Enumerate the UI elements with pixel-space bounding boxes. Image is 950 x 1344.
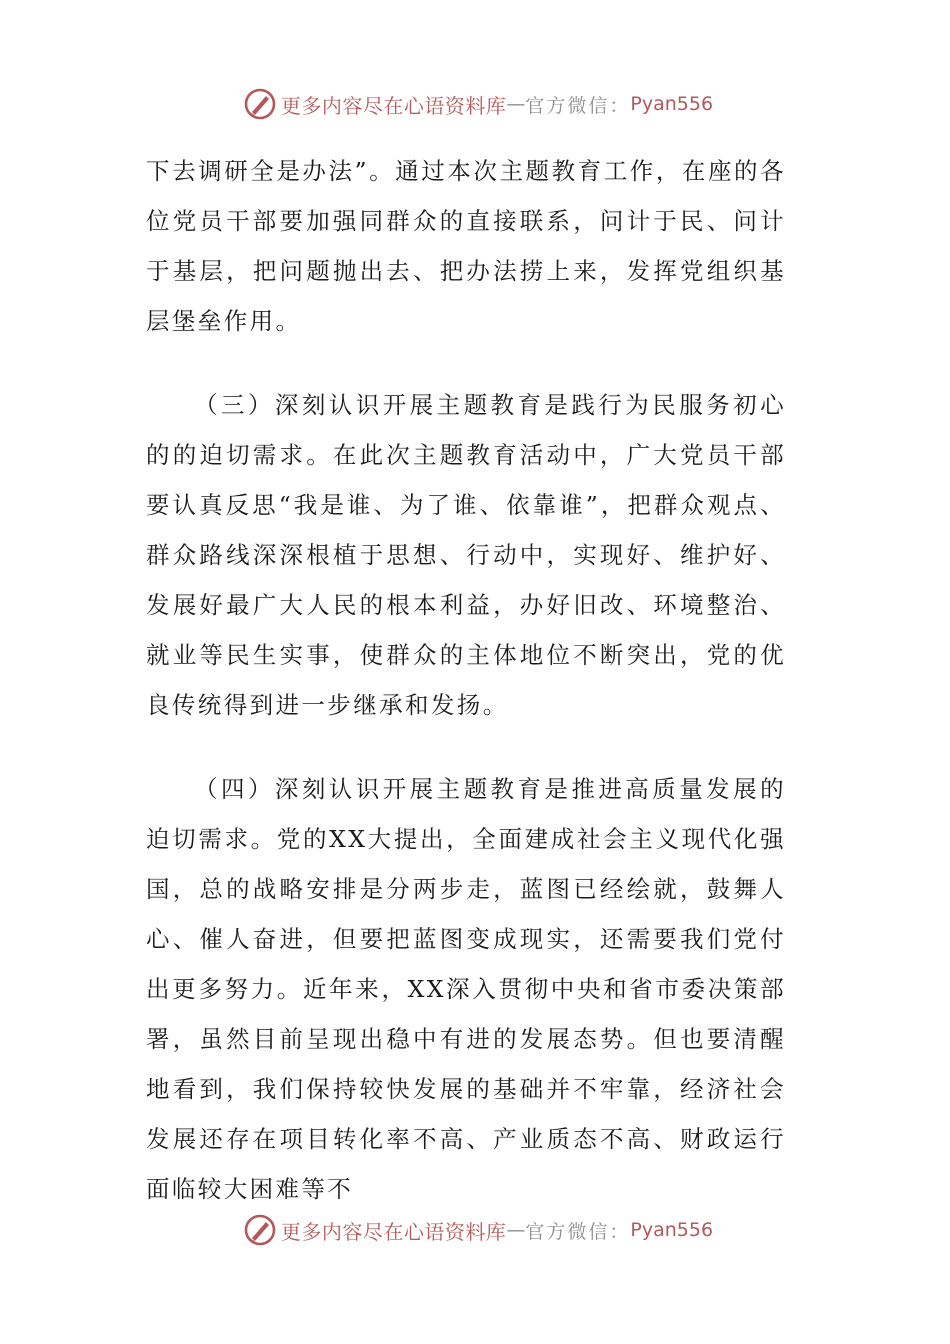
header-banner — [0, 82, 950, 126]
footer-wechat-handle: Pyan556 — [630, 1219, 714, 1241]
pen-logo-icon — [243, 1213, 277, 1247]
footer-site-name: 更多内容尽在心语资料库 — [280, 1219, 507, 1244]
pen-logo-icon — [243, 87, 277, 121]
paragraph-gap — [146, 346, 786, 380]
footer-dash: — — [506, 1219, 526, 1241]
paragraph-1: 下去调研全是办法”。通过本次主题教育工作，在座的各位党员干部要加强同群众的直接联系，问计于民、问计于基层，把问题抛出去、把办法捞上来，发挥党组织基层堡垒作用。 — [146, 157, 786, 335]
footer-wechat-label: 官方微信： — [525, 1220, 631, 1243]
document-body — [146, 146, 786, 1214]
paragraph-3: （四）深刻认识开展主题教育是推进高质量发展的迫切需求。党的XX大提出，全面建成社会主义现代化强国，总的战略安排是分两步走，蓝图已经绘就，鼓舞人心、催人奋进，但要把蓝图变成现实，还需要我们党付出更多努力。近年来，XX深入贯彻中央和省市委决策部署，虽然目前呈现出稳中有进的发展态势。但也要清醒地看到，我们保持较快发展的基础并不牢靠，经济社会发展还存在项目转化率不高、产业质态不高、财政运行面临较大困难等不 — [146, 775, 786, 1203]
header-wechat-handle: Pyan556 — [630, 93, 714, 115]
paragraph-2: （三）深刻认识开展主题教育是践行为民服务初心的的迫切需求。在此次主题教育活动中，广大党员干部要认真反思“我是谁、为了谁、依靠谁”，把群众观点、群众路线深深根植于思想、行动中，实现好、维护好、发展好最广大人民的根本利益，办好旧改、环境整治、就业等民生实事，使群众的主体地位不断突出，党的优良传统得到进一步继承和发扬。 — [146, 391, 786, 719]
header-dash: — — [506, 93, 526, 115]
header-site-name: 更多内容尽在心语资料库 — [280, 93, 507, 118]
header-wechat-label: 官方微信： — [525, 94, 631, 117]
footer-banner — [0, 1208, 950, 1252]
paragraph-gap — [146, 730, 786, 764]
